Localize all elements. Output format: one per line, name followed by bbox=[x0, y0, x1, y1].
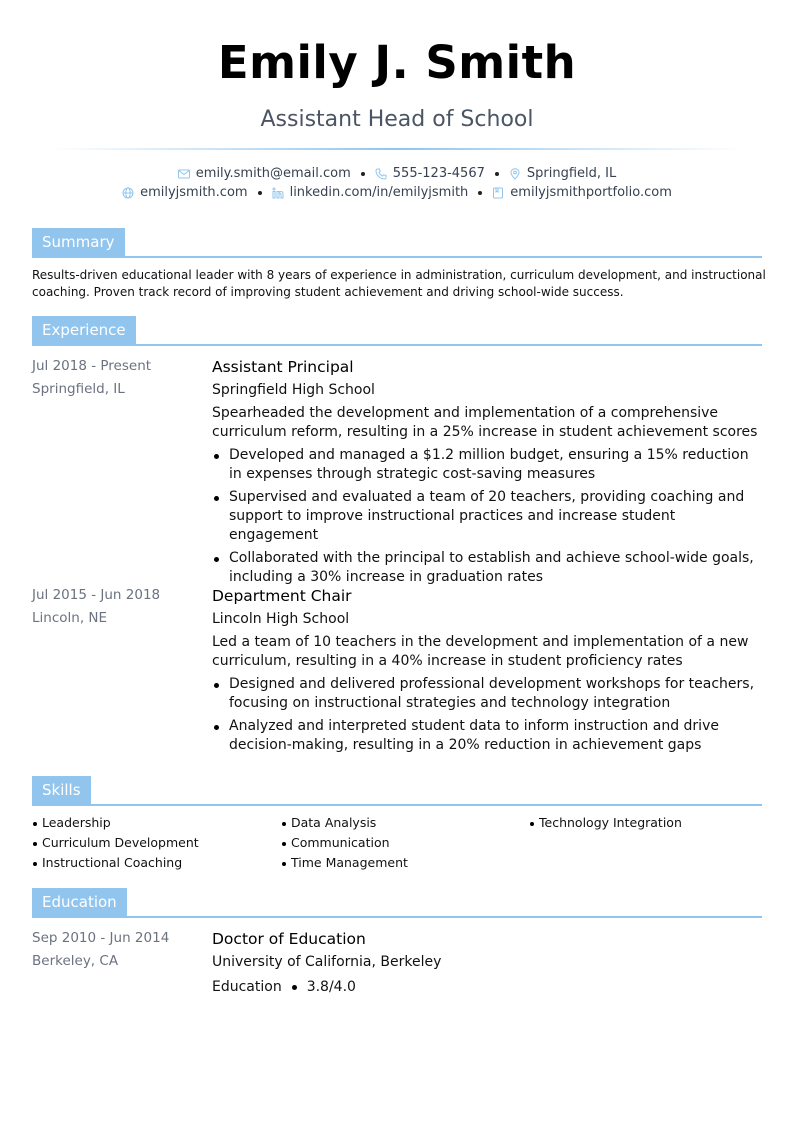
job-title: Assistant Head of School bbox=[260, 107, 534, 132]
company-name: Springfield High School bbox=[212, 382, 375, 398]
education-location: Berkeley, CA bbox=[32, 953, 119, 969]
achievement-list bbox=[212, 675, 762, 755]
degree-title: Doctor of Education bbox=[212, 930, 366, 948]
separator-dot bbox=[495, 172, 499, 176]
job-dates: Jul 2018 - Present bbox=[32, 358, 152, 374]
section-title: Experience bbox=[32, 316, 136, 346]
skill-item: Communication bbox=[281, 835, 408, 855]
summary-text: Results-driven educational leader with 8 years of experience in administration, curriculum development, and instructional coaching. Proven track record of improving student achievement and driving school-wide success. bbox=[32, 268, 766, 299]
job-location: Lincoln, NE bbox=[32, 610, 108, 626]
contact-line-1 bbox=[0, 166, 794, 181]
skill-item: Leadership bbox=[32, 815, 199, 835]
section-title: Education bbox=[32, 888, 127, 918]
position-title: Assistant Principal bbox=[212, 358, 354, 376]
contact-line-2 bbox=[0, 185, 794, 200]
contact-phone[interactable] bbox=[375, 166, 485, 181]
company-name: Lincoln High School bbox=[212, 611, 350, 627]
skill-item: Instructional Coaching bbox=[32, 855, 199, 875]
globe-icon bbox=[122, 187, 134, 199]
experience-section-header bbox=[32, 316, 762, 348]
job-dates: Jul 2015 - Jun 2018 bbox=[32, 587, 161, 603]
section-divider bbox=[32, 916, 762, 918]
section-divider bbox=[32, 804, 762, 806]
education-dates: Sep 2010 - Jun 2014 bbox=[32, 930, 170, 946]
contact-portfolio[interactable] bbox=[492, 185, 672, 200]
education-details bbox=[212, 929, 762, 998]
email-text: emily.smith@email.com bbox=[195, 166, 351, 181]
phone-text: 555-123-4567 bbox=[392, 166, 485, 181]
skills-column bbox=[32, 815, 199, 875]
linkedin-text: linkedin.com/in/emilyjsmith bbox=[289, 185, 469, 200]
job-location: Springfield, IL bbox=[32, 381, 125, 397]
section-title: Skills bbox=[32, 776, 91, 806]
separator-dot bbox=[292, 985, 297, 990]
email-icon bbox=[178, 168, 190, 180]
contact-email[interactable] bbox=[178, 166, 351, 181]
linkedin-icon bbox=[272, 187, 284, 199]
website-text: emilyjsmith.com bbox=[140, 185, 248, 200]
section-divider bbox=[32, 344, 762, 346]
skill-item: Data Analysis bbox=[281, 815, 408, 835]
portfolio-text: emilyjsmithportfolio.com bbox=[510, 185, 672, 200]
job-description: Led a team of 10 teachers in the development and implementation of a new curriculum, resulting in a 40% increase in student proficiency rates bbox=[212, 634, 749, 669]
school-name: University of California, Berkeley bbox=[212, 954, 442, 970]
header-divider bbox=[50, 148, 744, 150]
skills-column bbox=[281, 815, 408, 875]
portfolio-icon bbox=[492, 187, 504, 199]
skills-section-header bbox=[32, 776, 762, 808]
section-title: Summary bbox=[32, 228, 125, 258]
section-divider bbox=[32, 256, 762, 258]
job-details bbox=[212, 586, 762, 759]
list-item: Analyzed and interpreted student data to inform instruction and drive decision-making, resulting in a 20% reduction in achievement gaps bbox=[212, 717, 762, 755]
location-text: Springfield, IL bbox=[526, 166, 617, 181]
education-field: Education bbox=[212, 979, 282, 995]
job-details bbox=[212, 357, 762, 591]
separator-dot bbox=[478, 191, 482, 195]
job-description: Spearheaded the development and implementation of a comprehensive curriculum reform, resulting in a 25% increase in student achievement scores bbox=[212, 405, 758, 440]
phone-icon bbox=[375, 168, 387, 180]
summary-section-header bbox=[32, 228, 762, 260]
skill-item: Curriculum Development bbox=[32, 835, 199, 855]
list-item: Collaborated with the principal to establish and achieve school-wide goals, including a 30% increase in graduation rates bbox=[212, 549, 762, 587]
job-meta bbox=[32, 357, 202, 403]
contact-linkedin[interactable] bbox=[272, 185, 469, 200]
skill-item: Technology Integration bbox=[529, 815, 682, 835]
skill-item: Time Management bbox=[281, 855, 408, 875]
education-meta bbox=[32, 929, 202, 975]
separator-dot bbox=[258, 191, 262, 195]
education-section-header bbox=[32, 888, 762, 920]
location-pin-icon bbox=[509, 168, 521, 180]
education-gpa: 3.8/4.0 bbox=[306, 979, 356, 995]
list-item: Supervised and evaluated a team of 20 teachers, providing coaching and support to improve instructional practices and increase student engagement bbox=[212, 488, 762, 545]
contact-website[interactable] bbox=[122, 185, 247, 200]
list-item: Designed and delivered professional development workshops for teachers, focusing on instructional strategies and technology integration bbox=[212, 675, 762, 713]
candidate-name: Emily J. Smith bbox=[217, 36, 577, 89]
contact-location bbox=[509, 166, 616, 181]
list-item: Developed and managed a $1.2 million budget, ensuring a 15% reduction in expenses through strategic cost-saving measures bbox=[212, 446, 762, 484]
separator-dot bbox=[361, 172, 365, 176]
education-field-gpa bbox=[212, 976, 762, 998]
position-title: Department Chair bbox=[212, 587, 352, 605]
achievement-list bbox=[212, 446, 762, 587]
job-meta bbox=[32, 586, 202, 632]
skills-column bbox=[529, 815, 682, 835]
